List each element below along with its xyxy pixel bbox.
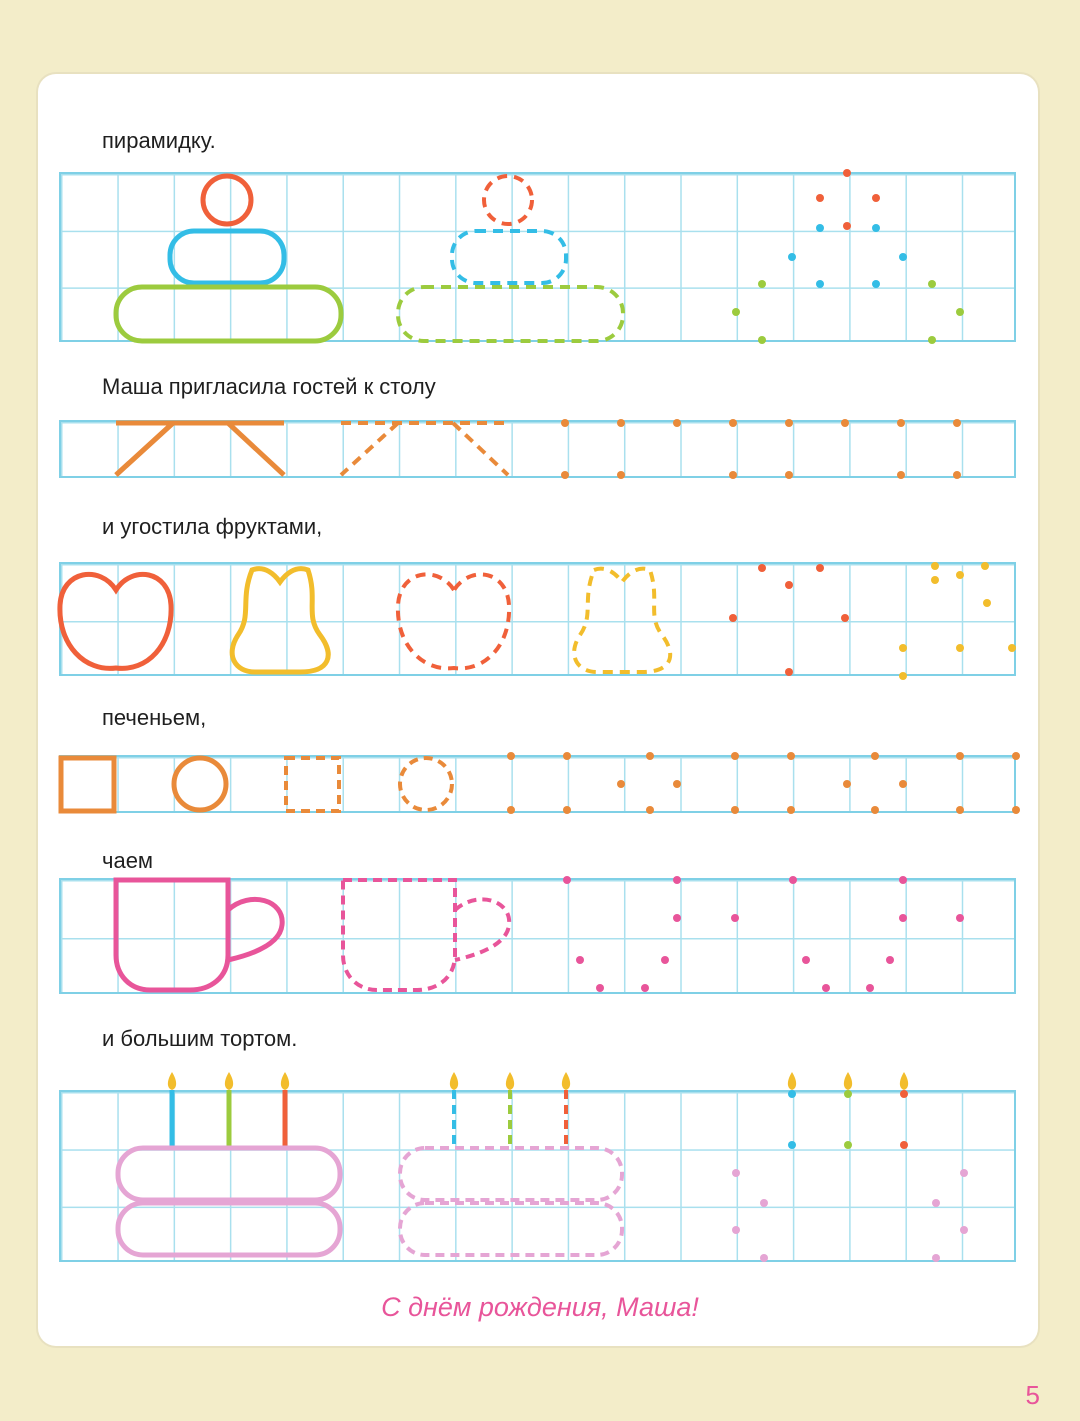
round-cookie-dashed-icon — [400, 758, 452, 810]
table-dashed — [341, 423, 508, 475]
pear-icon — [232, 569, 328, 672]
fruit-dots — [729, 562, 1016, 680]
cake-dots — [732, 1090, 968, 1262]
cake-dashed-icon — [400, 1090, 622, 1255]
candle-dashed-icon — [450, 1072, 908, 1090]
cup-dots — [563, 876, 964, 992]
caption-pyramid: пирамидку. — [102, 128, 216, 153]
round-cookie-icon — [174, 758, 226, 810]
table-solid — [116, 423, 284, 475]
cup-icon — [116, 880, 282, 990]
table-dots — [561, 419, 961, 479]
caption-cookies: печеньем, — [102, 705, 207, 730]
square-cookie-icon — [61, 758, 114, 811]
birthday-greeting: С днём рождения, Маша! — [381, 1292, 699, 1322]
pyramid-dots — [732, 169, 964, 344]
page-number: 5 — [1025, 1380, 1040, 1410]
caption-fruits: и угостила фруктами, — [102, 514, 323, 539]
pear-dashed-icon — [574, 569, 670, 672]
cookie-dots — [507, 752, 1020, 814]
cup-dashed-icon — [343, 880, 509, 990]
square-cookie-dashed-icon — [286, 758, 339, 811]
caption-cake: и большим тортом. — [102, 1026, 298, 1051]
candle-icon — [168, 1072, 289, 1090]
caption-tea: чаем — [102, 848, 154, 873]
apple-icon — [60, 574, 171, 668]
caption-table: Маша пригласила гостей к столу — [102, 374, 436, 399]
cake-icon — [118, 1090, 340, 1255]
apple-dashed-icon — [398, 574, 509, 668]
pyramid-dashed — [398, 176, 623, 341]
pyramid-solid — [116, 176, 341, 341]
